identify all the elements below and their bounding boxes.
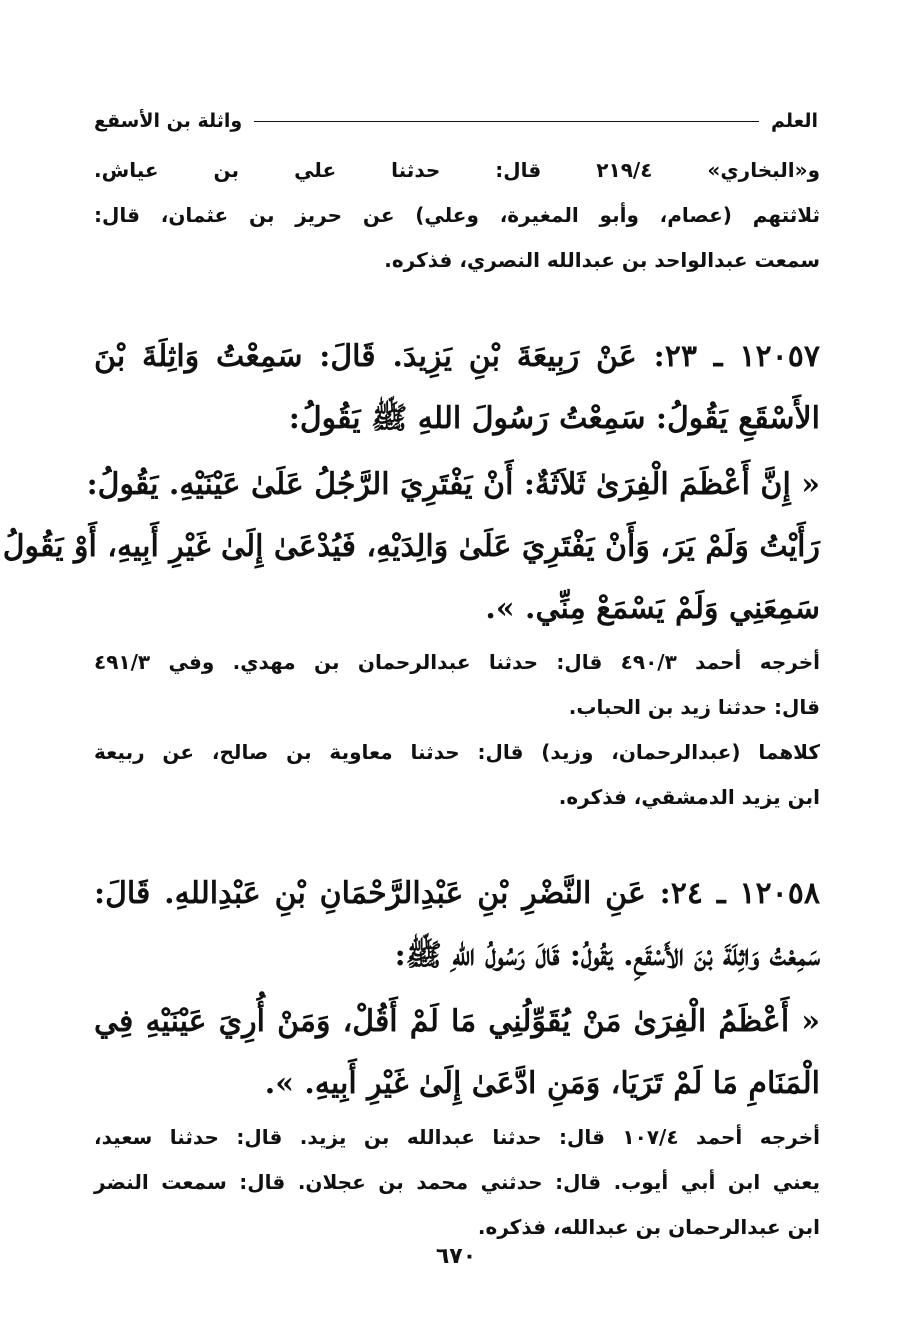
hadith-heading-line: الأَسْقَعِ يَقُولُ: سَمِعْتُ رَسُولَ اللهِ ﷺ يَقُولُ: <box>288 401 820 436</box>
hadith-text-line: الْمَنَامِ مَا لَمْ تَرَيَا، وَمَنِ ادَّعَىٰ إِلَىٰ غَيْرِ أَبِيهِ. ». <box>264 1066 820 1101</box>
takhrij-line: ابن عبدالرحمان بن عبدالله، فذكره. <box>477 1215 820 1239</box>
hadith-heading-line: ١٢٠٥٨ ـ ٢٤: عَنِ النَّضْرِ بْنِ عَبْدِالرَّحْمَانِ بْنِ عَبْدِاللهِ. قَالَ: <box>94 876 820 911</box>
page-number: ٦٧٠ <box>435 1244 477 1269</box>
hadith-text-line: « أَعْظَمُ الْفِرَىٰ مَنْ يُقَوِّلُنِي مَا لَمْ أَقُلْ، وَمَنْ أُرِيَ عَيْنَيْهِ فِي <box>94 1004 820 1039</box>
hadith-12058 <box>94 863 820 1250</box>
hadith-12057 <box>2 326 820 820</box>
hadith-heading-line: ١٢٠٥٧ ـ ٢٣: عَنْ رَبِيعَةَ بْنِ يَزِيدَ. قَالَ: سَمِعْتُ وَاثِلَةَ بْنَ <box>94 339 820 374</box>
hadith-text-line: سَمِعَنِي وَلَمْ يَسْمَعْ مِنِّي. ». <box>485 591 820 626</box>
continuation-line: سمعت عبدالواحد بن عبدالله النصري، فذكره. <box>384 248 820 272</box>
takhrij-line: ابن يزيد الدمشقي، فذكره. <box>558 785 820 809</box>
takhrij-line: أخرجه أحمد ٤٩٠/٣ قال: حدثنا عبدالرحمان بن مهدي. وفي ٤٩١/٣ <box>94 650 820 674</box>
takhrij-line: أخرجه أحمد ١٠٧/٤ قال: حدثنا عبدالله بن يزيد. قال: حدثنا سعيد، <box>94 1125 820 1149</box>
continuation-section <box>94 148 820 283</box>
page-body <box>2 148 821 1250</box>
takhrij-line: يعني ابن أبي أيوب. قال: حدثني محمد بن عجلان. قال: سمعت النضر <box>94 1170 820 1194</box>
takhrij-line: كلاهما (عبدالرحمان، وزيد) قال: حدثنا معاوية بن صالح، عن ربيعة <box>94 740 820 764</box>
header-companion-title: واثلة بن الأسقع <box>94 110 243 132</box>
running-header <box>94 104 818 138</box>
continuation-line: ثلاثتهم (عصام، وأبو المغيرة، وعلي) عن حريز بن عثمان، قال: <box>94 203 820 227</box>
header-rule <box>254 121 759 122</box>
hadith-heading-line: سَمِعْتُ وَاثِلَةَ بْنَ الأَسْقَعِ. يَقُولُ: قَالَ رَسُولُ اللهِ ﷺ: <box>394 938 820 973</box>
hadith-text-line: « إِنَّ أَعْظَمَ الْفِرَىٰ ثَلاَثَةٌ: أَنْ يَفْتَرِيَ الرَّجُلُ عَلَىٰ عَيْنَيْهِ. يَقُولُ: <box>86 467 820 502</box>
hadith-text-line: رَأَيْتُ وَلَمْ يَرَ، وَأَنْ يَفْتَرِيَ عَلَىٰ وَالِدَيْهِ، فَيُدْعَىٰ إِلَىٰ غَيْرِ أَبِيهِ، أَوْ يَقُولُ <box>2 529 820 564</box>
takhrij-line: قال: حدثنا زيد بن الحباب. <box>568 695 820 719</box>
continuation-line: و«البخاري» ٢١٩/٤ قال: حدثنا علي بن عياش. <box>94 158 821 182</box>
header-chapter-title: العلم <box>770 110 818 132</box>
